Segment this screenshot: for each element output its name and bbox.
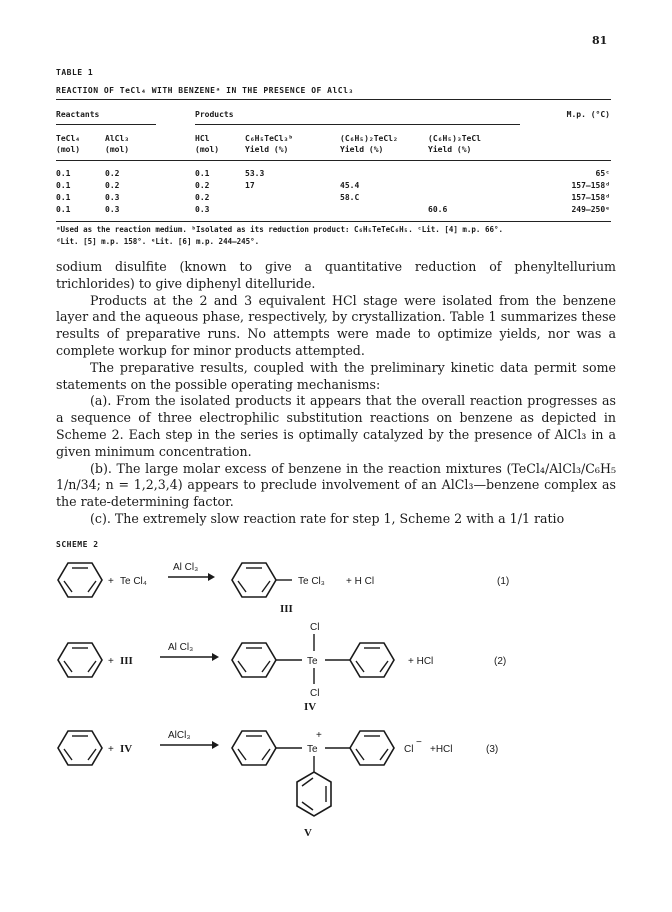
chlorine-top: Cl — [310, 622, 320, 633]
hcl-byproduct: +HCl — [430, 744, 453, 755]
compound-label-iii: III — [280, 603, 293, 615]
row1-yield-phtecl3: 53.3 — [245, 169, 265, 178]
equation-number-2: (2) — [494, 656, 507, 667]
plus-sign: + — [108, 656, 114, 667]
arrow-head — [208, 573, 215, 581]
header-mp: M.p. (°C) — [566, 110, 610, 119]
equation-number-3: (3) — [486, 744, 499, 755]
chloride-anion: Cl — [404, 744, 414, 755]
reagent-iii: III — [120, 655, 133, 667]
reaction-3 — [58, 730, 498, 839]
arrow-head — [212, 653, 219, 661]
negative-charge: − — [416, 737, 422, 748]
row3-hcl: 0.2 — [195, 193, 210, 202]
hcl-byproduct: + H Cl — [346, 576, 375, 587]
row3-alcl3: 0.3 — [105, 193, 120, 202]
benzene-ring — [58, 731, 102, 765]
col-hcl-unit: (mol) — [195, 145, 220, 154]
table-title: REACTION OF TeCl₄ WITH BENZENEᵃ IN THE PRESENCE OF AlCl₃ — [56, 86, 354, 95]
paragraph-6: (c). The extremely slow reaction rate for step 1, Scheme 2 with a 1/1 ratio — [90, 510, 565, 526]
positive-charge: + — [316, 730, 322, 741]
row4-yield-ph3tecl: 60.6 — [428, 205, 448, 214]
reagent-iv: IV — [120, 743, 133, 755]
catalyst-label: Al Cl₃ — [168, 642, 194, 653]
col-tecl4-unit: (mol) — [56, 145, 81, 154]
row4-tecl4: 0.1 — [56, 205, 71, 214]
row2-yield-phtecl3: 17 — [245, 181, 255, 190]
table-label: TABLE 1 — [56, 68, 94, 77]
catalyst-label: AlCl₃ — [168, 730, 191, 741]
col-alcl3-unit: (mol) — [105, 145, 130, 154]
benzene-ring — [350, 643, 394, 677]
plus-sign: + — [108, 576, 114, 587]
page-number: 81 — [592, 34, 608, 47]
row3-tecl4: 0.1 — [56, 193, 71, 202]
paragraph-4: (a). From the isolated products it appears that the overall reaction progresses as a sequence of three electrophilic substitution reactions on benzene as depicted in Scheme 2. Each step in the series is optimally catalyzed by the presence of AlCl₃ in a given minimum concentration. — [56, 393, 616, 459]
paragraph-5: (b). The large molar excess of benzene in the reaction mixtures (TeCl₄/AlCl₃/C₆H₅ 1/n/34; n = 1,2,3,4) appears to preclude involvement of an AlCl₃—benzene complex as the rate-determining factor. — [56, 460, 616, 510]
row1-hcl: 0.1 — [195, 169, 210, 178]
tellurium-atom: Te — [307, 744, 318, 755]
row3-mp: 157–158ᵈ — [571, 193, 610, 202]
scheme-label: SCHEME 2 — [56, 540, 99, 549]
tellurium-atom: Te — [307, 656, 318, 667]
col-ph2tecl2-unit: Yield (%) — [340, 145, 384, 154]
header-products: Products — [195, 110, 234, 119]
benzene-ring — [58, 563, 102, 597]
tecl3-group: Te Cl₃ — [298, 576, 325, 587]
reaction-2 — [58, 622, 506, 713]
col-tecl4: TeCl₄ — [56, 134, 81, 143]
row2-mp: 157–158ᵈ — [571, 181, 610, 190]
equation-number-1: (1) — [497, 576, 510, 587]
col-alcl3: AlCl₃ — [105, 134, 130, 143]
row4-alcl3: 0.3 — [105, 205, 120, 214]
row1-alcl3: 0.2 — [105, 169, 120, 178]
benzene-ring — [58, 643, 102, 677]
paragraph-3: The preparative results, coupled with the preliminary kinetic data permit some statements on the possible operating mechanisms: — [56, 359, 616, 392]
catalyst-label: Al Cl₃ — [173, 562, 199, 573]
col-ph3tecl-unit: Yield (%) — [428, 145, 472, 154]
row2-tecl4: 0.1 — [56, 181, 71, 190]
benzene-ring — [232, 643, 276, 677]
compound-label-v: V — [304, 827, 312, 839]
benzene-ring-lower — [297, 772, 331, 816]
paragraph-2: Products at the 2 and 3 equivalent HCl stage were isolated from the benzene layer and the aqueous phase, respectively, by crystallization. Table 1 summarizes these results of preparative runs. No attempts were made to optimize yields, nor was a complete workup for minor products attempted. — [56, 292, 616, 358]
col-ph2tecl2: (C₆H₅)₂TeCl₂ — [340, 134, 398, 143]
hcl-byproduct: + HCl — [408, 656, 434, 667]
row2-hcl: 0.2 — [195, 181, 210, 190]
table-footnote-1: ᵃUsed as the reaction medium. ᵇIsolated as its reduction product: C₆H₅TeTeC₆H₅. ᶜLit. [4] m.p. 66°. — [56, 225, 504, 234]
row1-tecl4: 0.1 — [56, 169, 71, 178]
col-ph3tecl: (C₆H₅)₃TeCl — [428, 134, 481, 143]
tecl4-reagent: Te Cl₄ — [120, 576, 147, 587]
compound-label-iv: IV — [304, 701, 317, 713]
row2-alcl3: 0.2 — [105, 181, 120, 190]
benzene-ring — [232, 563, 276, 597]
benzene-ring — [350, 731, 394, 765]
row1-mp: 65ᶜ — [595, 169, 610, 178]
paragraph-1: sodium disulfite (known to give a quantitative reduction of phenyltellurium trichlorides) to give diphenyl ditelluride. — [56, 259, 616, 291]
row4-hcl: 0.3 — [195, 205, 210, 214]
row3-yield-ph2tecl2: 58.C — [340, 193, 360, 202]
table-footnote-2: ᵈLit. [5] m.p. 158°. ᵉLit. [6] m.p. 244–245°. — [56, 237, 260, 246]
header-reactants: Reactants — [56, 110, 100, 119]
arrow-head — [212, 741, 219, 749]
col-phtecl3-unit: Yield (%) — [245, 145, 289, 154]
col-hcl: HCl — [195, 134, 210, 143]
benzene-ring — [232, 731, 276, 765]
row4-mp: 249–250ᵉ — [571, 205, 610, 214]
reaction-1 — [58, 562, 509, 615]
plus-sign: + — [108, 744, 114, 755]
chlorine-bottom: Cl — [310, 688, 320, 699]
row2-yield-ph2tecl2: 45.4 — [340, 181, 360, 190]
col-phtecl3: C₆H₅TeCl₃ᵇ — [245, 134, 294, 143]
